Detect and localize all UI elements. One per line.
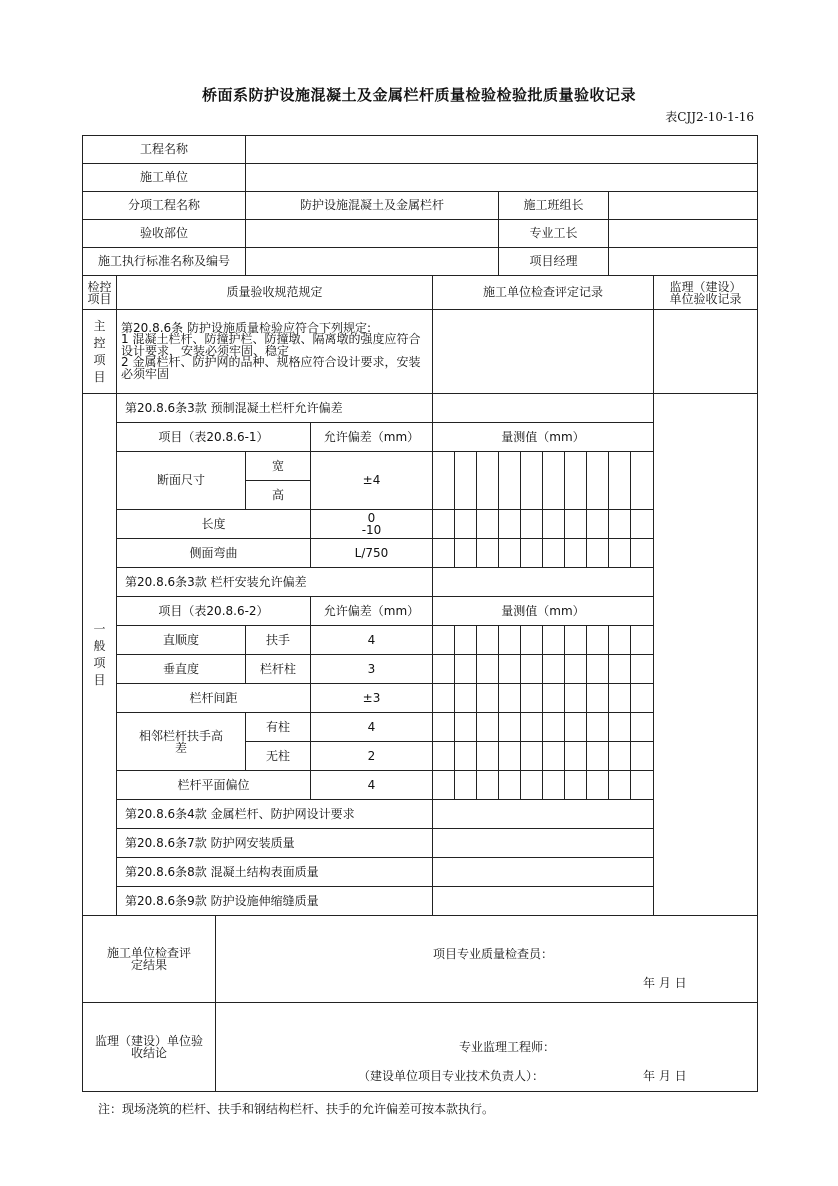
section2-record[interactable] bbox=[433, 568, 654, 597]
measured-value-cell[interactable] bbox=[631, 771, 654, 800]
section-size-label: 断面尺寸 bbox=[117, 452, 246, 510]
measured-value-cell[interactable] bbox=[433, 626, 455, 655]
measured-value-cell[interactable] bbox=[543, 626, 565, 655]
measured-value-cell[interactable] bbox=[609, 452, 631, 510]
inspector-label: 项目专业质量检查员： bbox=[433, 947, 554, 961]
measured-value-cell[interactable] bbox=[543, 655, 565, 684]
measured-value-cell[interactable] bbox=[609, 771, 631, 800]
measured-value-cell[interactable] bbox=[631, 626, 654, 655]
measured-value-cell[interactable] bbox=[565, 684, 587, 713]
form-title: 桥面系防护设施混凝土及金属栏杆质量检验检验批质量验收记录 bbox=[201, 86, 636, 104]
measured-value-cell[interactable] bbox=[521, 452, 543, 510]
with-post-label: 有柱 bbox=[246, 713, 311, 742]
footnote: 注：现场浇筑的栏杆、扶手和钢结构栏杆、扶手的允许偏差可按本款执行。 bbox=[98, 1102, 495, 1116]
row-construction-unit bbox=[83, 164, 758, 192]
measured-value-cell[interactable] bbox=[521, 655, 543, 684]
measured-value-cell[interactable] bbox=[543, 510, 565, 539]
tolerance-header: 允许偏差（mm） bbox=[311, 423, 433, 452]
subitem-field[interactable]: 防护设施混凝土及金属栏杆 bbox=[246, 192, 499, 220]
measured-value-cell[interactable] bbox=[433, 655, 455, 684]
handrail-label: 扶手 bbox=[246, 626, 311, 655]
measured-value-cell[interactable] bbox=[455, 452, 477, 510]
supervisor-result-label: 监理（建设）单位验收结论 bbox=[83, 1003, 216, 1092]
measured-value-cell[interactable] bbox=[433, 539, 455, 568]
measured-value-cell[interactable] bbox=[455, 539, 477, 568]
acceptance-part-field[interactable] bbox=[246, 220, 499, 248]
row-standard bbox=[83, 248, 758, 276]
measured-value-cell[interactable] bbox=[565, 452, 587, 510]
measured-value-cell[interactable] bbox=[587, 684, 609, 713]
measured-value-cell[interactable] bbox=[477, 771, 499, 800]
measured-value-cell[interactable] bbox=[587, 771, 609, 800]
main-control-text: 第20.8.6条 防护设施质量检验应符合下列规定: 1 混凝土栏杆、防撞护栏、防撞墩、隔离墩的强度应符合设计要求，安装必须牢固、稳定 2 金属栏杆、防护网的品种、规格应符合设计要求，安装必须牢固 bbox=[117, 310, 433, 394]
measured-value-cell[interactable] bbox=[499, 510, 521, 539]
clause-record[interactable] bbox=[433, 887, 654, 916]
spacing-label: 栏杆间距 bbox=[117, 684, 311, 713]
section1-record[interactable] bbox=[433, 394, 654, 423]
row-main-control bbox=[83, 310, 758, 394]
measured-value-cell[interactable] bbox=[631, 742, 654, 771]
measured-value-cell[interactable] bbox=[543, 771, 565, 800]
measured-value-cell[interactable] bbox=[609, 713, 631, 742]
measured-value-cell[interactable] bbox=[455, 510, 477, 539]
table1-item-header: 项目（表20.8.6-1） bbox=[117, 423, 311, 452]
length-label: 长度 bbox=[117, 510, 311, 539]
measured-header: 量测值（mm） bbox=[433, 423, 654, 452]
measured-value-cell[interactable] bbox=[631, 655, 654, 684]
supervisor-date: 年 月 日 bbox=[643, 1069, 687, 1083]
without-post-tolerance: 2 bbox=[311, 742, 433, 771]
measured-value-cell[interactable] bbox=[543, 684, 565, 713]
measured-value-cell[interactable] bbox=[587, 539, 609, 568]
section-size-tolerance: ±4 bbox=[311, 452, 433, 510]
measured-value-cell[interactable] bbox=[565, 626, 587, 655]
measured-value-cell[interactable] bbox=[565, 539, 587, 568]
general-supervisor-record[interactable] bbox=[654, 394, 758, 916]
measured-value-cell[interactable] bbox=[587, 742, 609, 771]
measured-value-cell[interactable] bbox=[499, 771, 521, 800]
subitem-label: 分项工程名称 bbox=[83, 192, 246, 220]
measured-value-cell[interactable] bbox=[587, 452, 609, 510]
main-control-supervisor-record[interactable] bbox=[654, 310, 758, 394]
length-tolerance: 0 -10 bbox=[311, 510, 433, 539]
side-bend-tolerance: L/750 bbox=[311, 539, 433, 568]
measured-value-cell[interactable] bbox=[631, 452, 654, 510]
measured-value-cell[interactable] bbox=[521, 713, 543, 742]
measured-value-cell[interactable] bbox=[587, 655, 609, 684]
measured-value-cell[interactable] bbox=[433, 742, 455, 771]
measured-value-cell[interactable] bbox=[521, 742, 543, 771]
contractor-date: 年 月 日 bbox=[643, 976, 687, 990]
measured-value-cell[interactable] bbox=[499, 713, 521, 742]
clause-label: 第20.8.6条9款 防护设施伸缩缝质量 bbox=[117, 887, 433, 916]
measured-value-cell[interactable] bbox=[433, 510, 455, 539]
form-code: 表CJJ2-10-1-16 bbox=[665, 110, 754, 124]
straightness-tolerance: 4 bbox=[311, 626, 433, 655]
measured-value-cell[interactable] bbox=[499, 626, 521, 655]
spacing-tolerance: ±3 bbox=[311, 684, 433, 713]
measured-value-cell[interactable] bbox=[565, 655, 587, 684]
measured-value-cell[interactable] bbox=[609, 655, 631, 684]
engineer-label: 专业监理工程师： bbox=[459, 1040, 556, 1054]
manager-label: 项目经理 bbox=[499, 248, 609, 276]
measured-value-cell[interactable] bbox=[631, 684, 654, 713]
measured-value-cell[interactable] bbox=[521, 539, 543, 568]
measured-value-cell[interactable] bbox=[521, 771, 543, 800]
measured-value-cell[interactable] bbox=[499, 539, 521, 568]
row-column-headers bbox=[83, 276, 758, 310]
measured-value-cell[interactable] bbox=[565, 713, 587, 742]
row-acceptance-part bbox=[83, 220, 758, 248]
measured-value-cell[interactable] bbox=[499, 452, 521, 510]
construction-unit-field[interactable] bbox=[246, 164, 758, 192]
team-leader-label: 施工班组长 bbox=[499, 192, 609, 220]
section1-title: 第20.8.6条3款 预制混凝土栏杆允许偏差 bbox=[117, 394, 433, 423]
without-post-label: 无柱 bbox=[246, 742, 311, 771]
supervisor-result-field[interactable] bbox=[216, 1003, 758, 1092]
measured-value-cell[interactable] bbox=[477, 655, 499, 684]
verticality-tolerance: 3 bbox=[311, 655, 433, 684]
row-supervisor-result bbox=[83, 1003, 758, 1092]
measured-value-cell[interactable] bbox=[565, 742, 587, 771]
measured-header: 量测值（mm） bbox=[433, 597, 654, 626]
width-label: 宽 bbox=[246, 452, 311, 481]
measured-value-cell[interactable] bbox=[477, 510, 499, 539]
plane-offset-tolerance: 4 bbox=[311, 771, 433, 800]
measured-value-cell[interactable] bbox=[543, 713, 565, 742]
measured-value-cell[interactable] bbox=[543, 742, 565, 771]
section2-title: 第20.8.6条3款 栏杆安装允许偏差 bbox=[117, 568, 433, 597]
measured-value-cell[interactable] bbox=[587, 510, 609, 539]
row-subitem bbox=[83, 192, 758, 220]
measured-value-cell[interactable] bbox=[477, 452, 499, 510]
measured-value-cell[interactable] bbox=[609, 539, 631, 568]
contractor-result-label: 施工单位检查评定结果 bbox=[83, 916, 216, 1003]
foreman-label: 专业工长 bbox=[499, 220, 609, 248]
clause-label: 第20.8.6条4款 金属栏杆、防护网设计要求 bbox=[117, 800, 433, 829]
measured-value-cell[interactable] bbox=[565, 771, 587, 800]
measured-value-cell[interactable] bbox=[455, 655, 477, 684]
measured-value-cell[interactable] bbox=[587, 713, 609, 742]
plane-offset-label: 栏杆平面偏位 bbox=[117, 771, 311, 800]
measured-value-cell[interactable] bbox=[565, 510, 587, 539]
team-leader-field[interactable] bbox=[609, 192, 758, 220]
acceptance-part-label: 验收部位 bbox=[83, 220, 246, 248]
clause-record[interactable] bbox=[433, 829, 654, 858]
main-control-contractor-record[interactable] bbox=[433, 310, 654, 394]
item-column-header: 检控项目 bbox=[83, 276, 117, 310]
row-project-name bbox=[83, 136, 758, 164]
measured-value-cell[interactable] bbox=[477, 684, 499, 713]
measured-value-cell[interactable] bbox=[433, 684, 455, 713]
measured-value-cell[interactable] bbox=[477, 539, 499, 568]
supervisor-record-header: 监理（建设）单位验收记录 bbox=[654, 276, 758, 310]
straightness-label: 直顺度 bbox=[117, 626, 246, 655]
measured-value-cell[interactable] bbox=[631, 539, 654, 568]
measured-value-cell[interactable] bbox=[609, 684, 631, 713]
clause-label: 第20.8.6条7款 防护网安装质量 bbox=[117, 829, 433, 858]
manager-field[interactable] bbox=[609, 248, 758, 276]
measured-value-cell[interactable] bbox=[609, 742, 631, 771]
construction-unit-label: 施工单位 bbox=[83, 164, 246, 192]
verticality-label: 垂直度 bbox=[117, 655, 246, 684]
height-label: 高 bbox=[246, 481, 311, 510]
measured-value-cell[interactable] bbox=[455, 771, 477, 800]
standard-field[interactable] bbox=[246, 248, 499, 276]
measured-value-cell[interactable] bbox=[499, 655, 521, 684]
post-label: 栏杆柱 bbox=[246, 655, 311, 684]
clause-label: 第20.8.6条8款 混凝土结构表面质量 bbox=[117, 858, 433, 887]
measured-value-cell[interactable] bbox=[543, 452, 565, 510]
measured-value-cell[interactable] bbox=[455, 626, 477, 655]
foreman-field[interactable] bbox=[609, 220, 758, 248]
measured-value-cell[interactable] bbox=[455, 684, 477, 713]
measured-value-cell[interactable] bbox=[609, 510, 631, 539]
row-contractor-result bbox=[83, 916, 758, 1003]
measured-value-cell[interactable] bbox=[609, 626, 631, 655]
table2-item-header: 项目（表20.8.6-2） bbox=[117, 597, 311, 626]
side-bend-label: 侧面弯曲 bbox=[117, 539, 311, 568]
measured-value-cell[interactable] bbox=[455, 713, 477, 742]
measured-value-cell[interactable] bbox=[521, 684, 543, 713]
standard-label: 施工执行标准名称及编号 bbox=[83, 248, 246, 276]
measured-value-cell[interactable] bbox=[631, 713, 654, 742]
owner-rep-label: （建设单位项目专业技术负责人）： bbox=[358, 1069, 545, 1083]
measured-value-cell[interactable] bbox=[543, 539, 565, 568]
measured-value-cell[interactable] bbox=[433, 771, 455, 800]
row-section1-title bbox=[83, 394, 758, 423]
measured-value-cell[interactable] bbox=[631, 510, 654, 539]
measured-value-cell[interactable] bbox=[433, 452, 455, 510]
contractor-result-field[interactable] bbox=[216, 916, 758, 1003]
measured-value-cell[interactable] bbox=[477, 742, 499, 771]
measured-value-cell[interactable] bbox=[455, 742, 477, 771]
measured-value-cell[interactable] bbox=[477, 713, 499, 742]
measured-value-cell[interactable] bbox=[477, 626, 499, 655]
adjacent-height-label: 相邻栏杆扶手高差 bbox=[117, 713, 246, 771]
clause-record[interactable] bbox=[433, 800, 654, 829]
measured-value-cell[interactable] bbox=[521, 510, 543, 539]
tolerance-header: 允许偏差（mm） bbox=[311, 597, 433, 626]
inspection-form-table bbox=[82, 135, 758, 1092]
spec-column-header: 质量验收规范规定 bbox=[117, 276, 433, 310]
project-name-label: 工程名称 bbox=[83, 136, 246, 164]
measured-value-cell[interactable] bbox=[521, 626, 543, 655]
measured-value-cell[interactable] bbox=[499, 684, 521, 713]
measured-value-cell[interactable] bbox=[587, 626, 609, 655]
general-label: 一般项目 bbox=[83, 394, 117, 916]
measured-value-cell[interactable] bbox=[433, 713, 455, 742]
contractor-record-header: 施工单位检查评定记录 bbox=[433, 276, 654, 310]
clause-record[interactable] bbox=[433, 858, 654, 887]
project-name-field[interactable] bbox=[246, 136, 758, 164]
main-control-label: 主控项目 bbox=[83, 310, 117, 394]
with-post-tolerance: 4 bbox=[311, 713, 433, 742]
measured-value-cell[interactable] bbox=[499, 742, 521, 771]
